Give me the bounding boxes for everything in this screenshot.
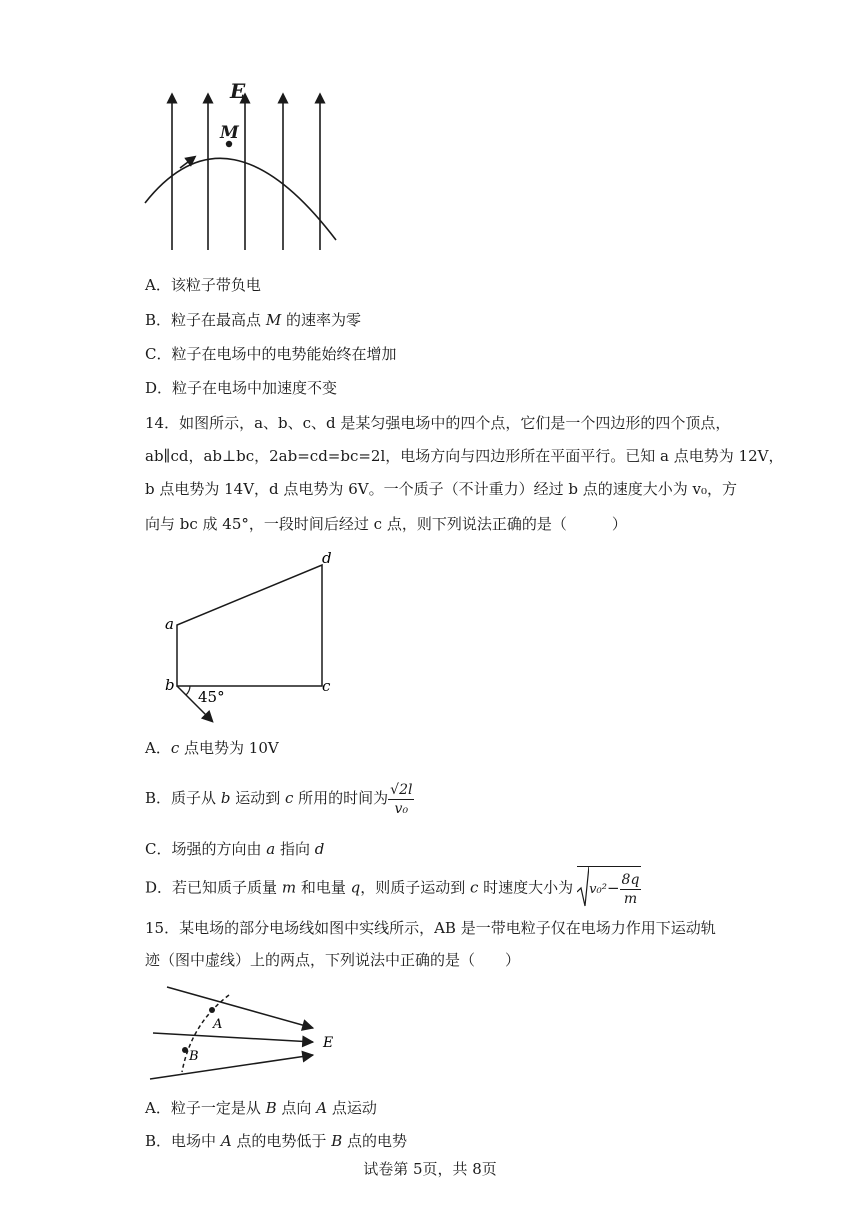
q14-option-c: C．场强的方向由 a 指向 d <box>145 840 325 858</box>
quadrilateral-abcd <box>177 565 322 686</box>
q14-stem-line-1: 14．如图所示，a、b、c、d 是某匀强电场中的四个点，它们是一个四边形的四个顶点， <box>145 414 731 432</box>
q14-stem-line-4: 向与 bc 成 45°，一段时间后经过 c 点，则下列说法正确的是（ ） <box>145 515 627 533</box>
q14-quadrilateral-figure <box>160 545 350 730</box>
q15-option-b: B．电场中 A 点的电势低于 B 点的电势 <box>145 1132 408 1150</box>
field-line <box>167 987 313 1028</box>
q15-field-figure <box>145 982 345 1082</box>
q15-option-a: A．粒子一定是从 B 点向 A 点运动 <box>145 1099 377 1117</box>
label-a: A <box>213 1017 223 1032</box>
particle-trajectory <box>145 158 336 240</box>
field-label-e: E <box>230 79 246 103</box>
label-c: c <box>322 677 331 695</box>
q15-stem-line-1: 15．某电场的部分电场线如图中实线所示，AB 是一带电粒子仅在电场力作用下运动轨 <box>145 919 716 937</box>
angle-label: 45° <box>198 688 225 706</box>
field-line <box>150 1055 313 1079</box>
label-a: a <box>165 615 174 633</box>
angle-arc <box>186 686 190 695</box>
q14-option-b: B．质子从 b 运动到 c 所用的时间为 $\frac{√2l}{\text{v₀}}$ <box>145 781 413 817</box>
q14-stem-line-2: ab∥cd，ab⊥bc，2ab=cd=bc=2l，电场方向与四边形所在平面平行。已知 a 点电势为 12V， <box>145 447 784 465</box>
time-fraction: $\frac{√2l}{\text{v₀}}$ <box>390 781 413 817</box>
field-line <box>153 1033 313 1042</box>
label-b: B <box>189 1049 199 1064</box>
label-e: E <box>323 1035 334 1051</box>
q13-option-d: D．粒子在电场中加速度不变 <box>145 379 338 397</box>
q14-stem-line-3: b 点电势为 14V，d 点电势为 6V。一个质子（不计重力）经过 b 点的速度大小为 v₀，方 <box>145 480 737 498</box>
label-b: b <box>165 676 175 694</box>
q14-option-d: D．若已知质子质量 m 和电量 q，则质子运动到 c 时速度大小为 v₀²− $\frac{8q}{m}$ <box>145 866 641 911</box>
speed-radical: v₀²− $\frac{8q}{m}$ <box>577 866 641 911</box>
q13-option-c: C．粒子在电场中的电势能始终在增加 <box>145 345 397 363</box>
q13-field-figure <box>140 78 350 253</box>
q15-stem-line-2: 迹（图中虚线）上的两点，下列说法中正确的是（ ） <box>145 951 521 969</box>
page-footer: 试卷第 5页，共 8页 <box>363 1160 497 1178</box>
point-a-dot <box>209 1007 215 1013</box>
label-d: d <box>322 549 332 567</box>
point-label-m: M <box>220 123 239 143</box>
q14-option-a: A．c 点电势为 10V <box>145 739 279 757</box>
q13-option-b: B．粒子在最高点 M 的速率为零 <box>145 311 361 329</box>
point-b-dot <box>182 1047 188 1053</box>
q13-option-a: A．该粒子带负电 <box>145 276 261 294</box>
